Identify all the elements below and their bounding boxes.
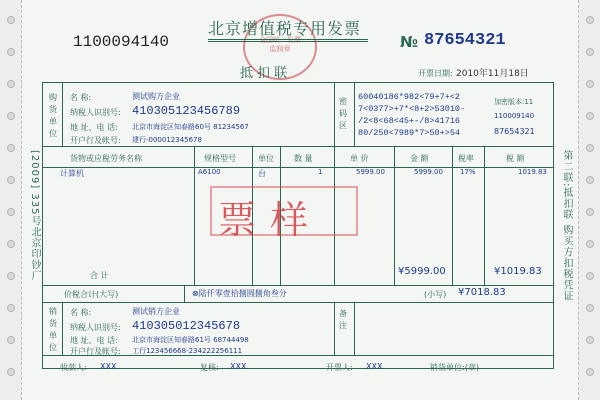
divider bbox=[42, 302, 554, 303]
reviewer: XXX bbox=[230, 362, 247, 371]
cipher-line: /2<8<68<45+-/8>41716 bbox=[358, 116, 461, 126]
total-words-label: 价税合计(大写) bbox=[64, 290, 119, 299]
remark-label: 备注 bbox=[339, 309, 347, 330]
copy-name: 抵扣联 bbox=[240, 66, 292, 81]
perforation-hole bbox=[586, 176, 594, 184]
copy-note: 第二联:抵扣联 购买方扣税凭证 bbox=[561, 150, 572, 302]
total-amount: ¥5999.00 bbox=[398, 266, 446, 277]
col-header-unit: 单位 bbox=[258, 154, 274, 163]
perforation-hole bbox=[586, 304, 594, 312]
item-qty: 1 bbox=[318, 168, 323, 176]
seller-tax-id: 410305012345678 bbox=[132, 319, 241, 333]
total-small-label: (小写) bbox=[424, 290, 447, 299]
divider bbox=[194, 146, 195, 285]
perforation-hole bbox=[7, 176, 15, 184]
total-words-value: ⊗陆仟零壹拾捌圆捌角叁分 bbox=[192, 289, 287, 298]
perforation-hole bbox=[586, 144, 594, 152]
cipher-label: 密码区 bbox=[339, 97, 347, 130]
divider bbox=[354, 82, 355, 146]
cipher-code: 110009140 bbox=[494, 112, 535, 120]
col-header-name: 货物或应税劳务名称 bbox=[70, 154, 142, 163]
cipher-line: 80/250<7989*7>50+>54 bbox=[358, 128, 461, 138]
item-rate: 17% bbox=[460, 168, 476, 176]
drawer: XXX bbox=[366, 362, 383, 371]
divider bbox=[452, 146, 453, 285]
divider bbox=[62, 302, 63, 355]
invoice-code: 1100094140 bbox=[73, 33, 170, 51]
buyer-tax-id: 410305123456789 bbox=[132, 104, 241, 118]
divider bbox=[334, 82, 335, 146]
total-tax: ¥1019.83 bbox=[494, 266, 542, 277]
perforation-hole bbox=[586, 240, 594, 248]
buyer-name: 测试购方企业 bbox=[132, 92, 180, 101]
issue-date-label: 开票日期: bbox=[418, 69, 453, 78]
cipher-number: 87654321 bbox=[494, 127, 535, 136]
perforation-hole bbox=[7, 144, 15, 152]
sample-stamp: 票样 bbox=[218, 198, 323, 242]
item-tax: 1019.83 bbox=[518, 168, 547, 176]
cipher-line: 60040186*982<79+7+<2 bbox=[358, 92, 461, 102]
buyer-group-label: 购货单位 bbox=[49, 93, 57, 138]
perforation-hole bbox=[586, 368, 594, 376]
seller-bank: 工行123456668-234222256111 bbox=[132, 347, 243, 355]
perforation-hole bbox=[7, 368, 15, 376]
buyer-address: 北京市海淀区知春路60号 81234567 bbox=[132, 123, 249, 131]
divider bbox=[42, 167, 554, 168]
seller-group-label: 销货单位 bbox=[49, 307, 57, 352]
perforation-hole bbox=[7, 240, 15, 248]
perforation-hole bbox=[7, 304, 15, 312]
divider bbox=[62, 82, 63, 146]
seller-seal-label: 销货单位:(章) bbox=[430, 363, 479, 372]
issue-date: 2010年11月18日 bbox=[456, 69, 529, 79]
perforation-hole bbox=[586, 16, 594, 24]
perforation-hole bbox=[586, 208, 594, 216]
divider bbox=[354, 302, 355, 355]
col-header-rate: 税率 bbox=[458, 154, 474, 163]
divider bbox=[184, 285, 185, 302]
item-spec: A6100 bbox=[198, 168, 221, 176]
seller-name: 测试销方企业 bbox=[132, 307, 180, 316]
divider bbox=[42, 285, 554, 286]
total-label: 合 计 bbox=[90, 271, 109, 280]
perforation-hole bbox=[586, 48, 594, 56]
item-unit: 台 bbox=[258, 169, 266, 178]
seller-name-label: 名 称: bbox=[70, 308, 92, 317]
item-price: 5999.00 bbox=[356, 168, 385, 176]
serial-number: 87654321 bbox=[424, 31, 506, 50]
perforation-hole bbox=[7, 272, 15, 280]
seller-tax-id-label: 纳税人识别号: bbox=[70, 323, 121, 332]
seller-bank-label: 开户行及帐号: bbox=[70, 347, 121, 356]
left-perforation-strip bbox=[0, 0, 22, 400]
drawer-label: 开票人: bbox=[326, 363, 353, 372]
perforation-hole bbox=[7, 48, 15, 56]
seller-address-label: 地 址、电 话: bbox=[70, 336, 118, 345]
payee: XXX bbox=[100, 362, 117, 371]
seal-text: 全国统一发票监制章 bbox=[259, 36, 301, 53]
item-amount: 5999.00 bbox=[414, 168, 443, 176]
number-mark: № bbox=[400, 33, 419, 51]
perforation-hole bbox=[7, 80, 15, 88]
perforation-hole bbox=[7, 16, 15, 24]
divider bbox=[334, 302, 335, 355]
perforation-hole bbox=[586, 336, 594, 344]
invoice-title: 北京增值税专用发票 bbox=[208, 19, 362, 38]
perforation-hole bbox=[7, 336, 15, 344]
seller-address: 北京市海淀区知春路61号 68744498 bbox=[132, 336, 249, 344]
divider bbox=[484, 146, 485, 285]
right-perforation-strip bbox=[578, 0, 600, 400]
col-header-tax: 税 额 bbox=[506, 154, 525, 163]
perforation-hole bbox=[586, 80, 594, 88]
col-header-price: 单 价 bbox=[350, 154, 369, 163]
payee-label: 收款人: bbox=[60, 363, 87, 372]
printer-note: [2009] 335号北京印钞厂 bbox=[29, 150, 40, 282]
buyer-bank-label: 开户行及帐号: bbox=[70, 136, 121, 145]
divider bbox=[394, 146, 395, 285]
cipher-line: 7<0377>+7*<8+2>53010- bbox=[358, 104, 466, 114]
reviewer-label: 复核: bbox=[200, 363, 219, 372]
col-header-qty: 数 量 bbox=[294, 154, 313, 163]
buyer-bank: 建行-000012345678 bbox=[132, 136, 202, 144]
perforation-hole bbox=[7, 208, 15, 216]
perforation-hole bbox=[586, 112, 594, 120]
buyer-name-label: 名 称: bbox=[70, 93, 92, 102]
buyer-address-label: 地 址、电 话: bbox=[70, 123, 118, 132]
title-underline bbox=[208, 39, 368, 42]
col-header-spec: 规格型号 bbox=[204, 154, 236, 163]
buyer-tax-id-label: 纳税人识别号: bbox=[70, 108, 121, 117]
item-name: 计算机 bbox=[60, 169, 84, 178]
divider bbox=[42, 146, 554, 147]
col-header-amount: 金 额 bbox=[410, 154, 429, 163]
perforation-hole bbox=[7, 112, 15, 120]
perforation-hole bbox=[586, 272, 594, 280]
cipher-version: 加密版本:11 bbox=[494, 98, 534, 106]
total-small-value: ¥7018.83 bbox=[458, 287, 506, 298]
